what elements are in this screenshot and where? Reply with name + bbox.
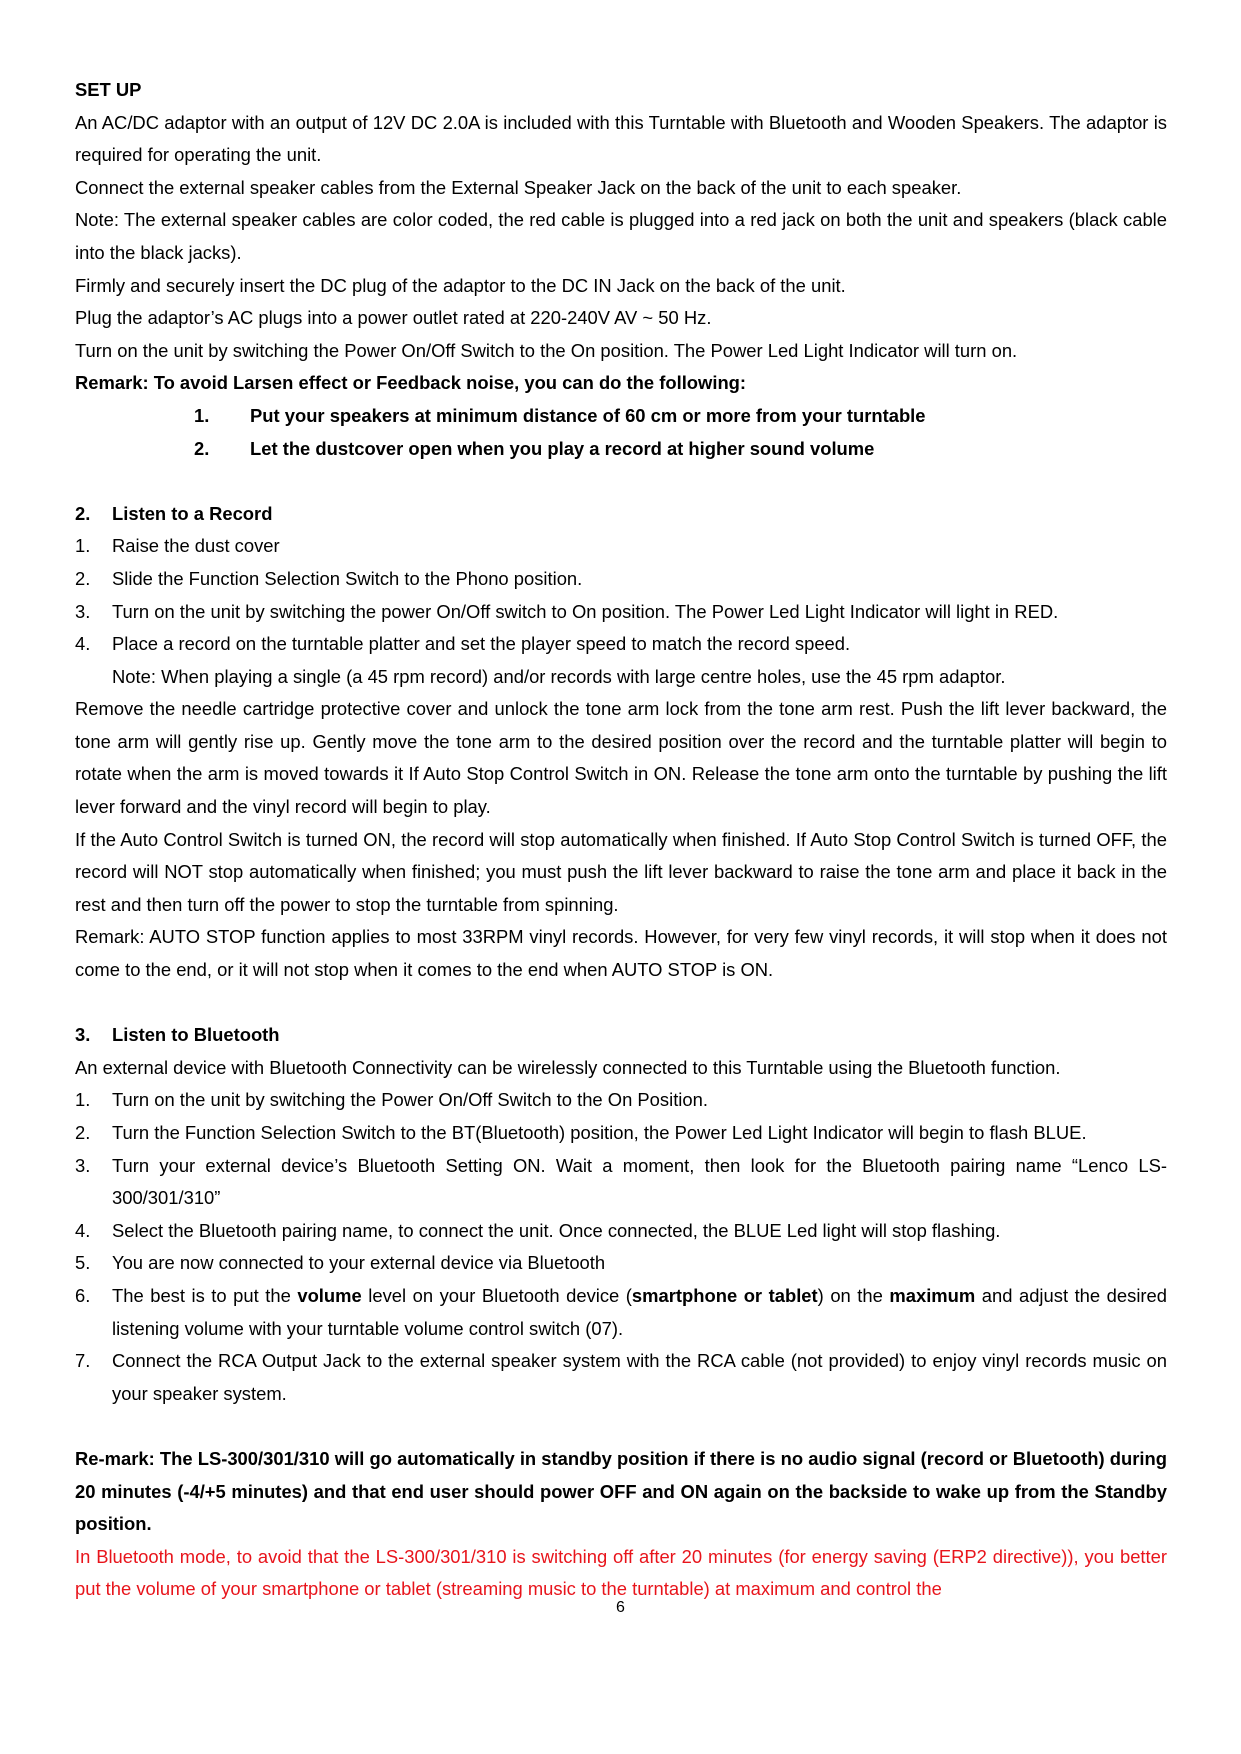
setup-paragraph-speaker-cables: Connect the external speaker cables from the External Speaker Jack on the back of the unit to each speaker. xyxy=(75,176,962,198)
list-text: Let the dustcover open when you play a record at higher sound volume xyxy=(250,437,875,459)
record-paragraph-auto-control: If the Auto Control Switch is turned ON, the record will stop automatically when finished. If Auto Stop Control Switch is turned OFF, the record will NOT stop automatically when finished; you must push the lift lever backward to raise the tone arm and place it back in the rest and then turn off the power to stop the turntable from spinning. xyxy=(75,828,1167,915)
list-text: Turn on the unit by switching the Power On/Off Switch to the On Position. xyxy=(112,1089,708,1111)
setup-note-color-coded: Note: The external speaker cables are color coded, the red cable is plugged into a red jack on both the unit and speakers (black cable into the black jacks). xyxy=(75,209,1167,263)
section-number: 2. xyxy=(75,502,91,524)
bluetooth-heading xyxy=(75,1019,1167,1052)
record-remark-auto-stop: Remark: AUTO STOP function applies to most 33RPM vinyl records. However, for very few vinyl records, it will stop when it does not come to the end, or it will not stop when it comes to the end when AUTO STOP is ON. xyxy=(75,926,1167,981)
setup-remark-feedback: Remark: To avoid Larsen effect or Feedback noise, you can do the following: xyxy=(75,372,747,394)
setup-paragraph-ac-plug: Plug the adaptor’s AC plugs into a power outlet rated at 220-240V AV ~ 50 Hz. xyxy=(75,307,712,329)
list-number: 1. xyxy=(75,535,91,557)
list-text: You are now connected to your external device via Bluetooth xyxy=(112,1252,606,1274)
text-run: The best is to put the xyxy=(112,1284,298,1306)
list-number: 6. xyxy=(75,1284,91,1306)
list-item xyxy=(194,400,1167,433)
list-number: 4. xyxy=(75,633,91,655)
setup-paragraph-adaptor: An AC/DC adaptor with an output of 12V DC 2.0A is included with this Turntable with Bluetooth and Wooden Speakers. The adaptor is required for operating the unit. xyxy=(75,111,1167,166)
text-run: and adjust the desired listening volume with your turntable volume control switch (07). xyxy=(112,1284,1167,1339)
bluetooth-intro: An external device with Bluetooth Connectivity can be wirelessly connected to this Turntable using the Bluetooth function. xyxy=(75,1056,1061,1078)
record-paragraph-tone-arm: Remove the needle cartridge protective cover and unlock the tone arm lock from the tone arm rest. Push the lift lever backward, the tone arm will gently rise up. Gently move the tone arm to the desired position over the record and the turntable platter will begin to rotate when the arm is moved towards it If Auto Stop Control Switch in ON. Release the tone arm onto the turntable by pushing the lift lever forward and the vinyl record will begin to play. xyxy=(75,698,1167,818)
list-number: 2. xyxy=(75,1122,91,1143)
list-number: 1. xyxy=(194,404,210,426)
list-text: Slide the Function Selection Switch to the Phono position. xyxy=(112,567,583,589)
text-run: level on your Bluetooth device ( xyxy=(361,1284,632,1306)
list-number: 5. xyxy=(75,1252,91,1274)
bluetooth-red-note: In Bluetooth mode, to avoid that the LS-300/301/310 is switching off after 20 minutes (for energy saving (ERP2 directive)), you better put the volume of your smartphone or tablet (streaming music to the turntable) at maximum and control the xyxy=(75,1545,1167,1600)
list-item xyxy=(75,530,1167,563)
list-item xyxy=(75,596,1167,629)
manual-page xyxy=(75,74,1167,1606)
list-item xyxy=(75,1084,1167,1117)
list-number: 1. xyxy=(75,1089,91,1111)
list-item xyxy=(75,1280,1167,1345)
list-text: Put your speakers at minimum distance of 60 cm or more from your turntable xyxy=(250,404,926,426)
spacer xyxy=(75,1410,1167,1443)
list-text: Place a record on the turntable platter and set the player speed to match the record speed. xyxy=(112,633,851,655)
list-item xyxy=(75,1117,1167,1150)
list-number: 4. xyxy=(75,1219,91,1241)
list-text: Turn your external device’s Bluetooth Setting ON. Wait a moment, then look for the Bluetooth pairing name “Lenco LS-300/301/310” xyxy=(112,1154,1167,1209)
spacer xyxy=(75,465,1167,498)
list-item xyxy=(75,628,1167,661)
text-run: ) on the xyxy=(817,1284,890,1306)
setup-heading: SET UP xyxy=(75,79,142,100)
bold-run: maximum xyxy=(889,1284,976,1306)
setup-paragraph-dc-plug: Firmly and securely insert the DC plug of the adaptor to the DC IN Jack on the back of the unit. xyxy=(75,274,846,296)
section-title: Listen to a Record xyxy=(112,502,273,524)
list-text: Raise the dust cover xyxy=(112,535,280,557)
list-text: Select the Bluetooth pairing name, to connect the unit. Once connected, the BLUE Led light will stop flashing. xyxy=(112,1219,1001,1241)
bold-run: smartphone or tablet xyxy=(631,1284,818,1306)
list-number: 3. xyxy=(75,600,91,622)
page-number: 6 xyxy=(616,1599,625,1616)
list-item xyxy=(75,1150,1167,1215)
standby-remark: Re-mark: The LS-300/301/310 will go automatically in standby position if there is no audio signal (record or Bluetooth) during 20 minutes (-4/+5 minutes) and that end user should power OFF and ON again on the backside to wake up from the Standby position. xyxy=(75,1447,1167,1535)
list-text: Turn on the unit by switching the power On/Off switch to On position. The Power Led Light Indicator will light in RED. xyxy=(112,600,1059,622)
list-text: Turn the Function Selection Switch to the BT(Bluetooth) position, the Power Led Light Indicator will begin to flash BLUE. xyxy=(112,1122,1087,1143)
spacer xyxy=(75,987,1167,1020)
list-number: 3. xyxy=(75,1154,91,1176)
list-text: Connect the RCA Output Jack to the external speaker system with the RCA cable (not provided) to enjoy vinyl records music on your speaker system. xyxy=(112,1350,1167,1404)
bold-run: volume xyxy=(297,1284,362,1306)
section-number: 3. xyxy=(75,1024,91,1046)
list-item xyxy=(194,433,1167,466)
setup-paragraph-power-on: Turn on the unit by switching the Power On/Off Switch to the On position. The Power Led Light Indicator will turn on. xyxy=(75,339,1018,361)
record-note-45rpm: Note: When playing a single (a 45 rpm record) and/or records with large centre holes, use the 45 rpm adaptor. xyxy=(112,665,1006,687)
list-item xyxy=(75,1247,1167,1280)
section-title: Listen to Bluetooth xyxy=(112,1024,280,1046)
list-number: 2. xyxy=(75,567,91,589)
list-item xyxy=(75,1345,1167,1410)
list-text xyxy=(112,1285,1167,1339)
list-number: 2. xyxy=(194,437,210,459)
list-number: 7. xyxy=(75,1350,91,1372)
setup-remark-list xyxy=(75,400,1167,465)
list-item xyxy=(75,1215,1167,1248)
record-heading xyxy=(75,498,1167,531)
list-item xyxy=(75,563,1167,596)
